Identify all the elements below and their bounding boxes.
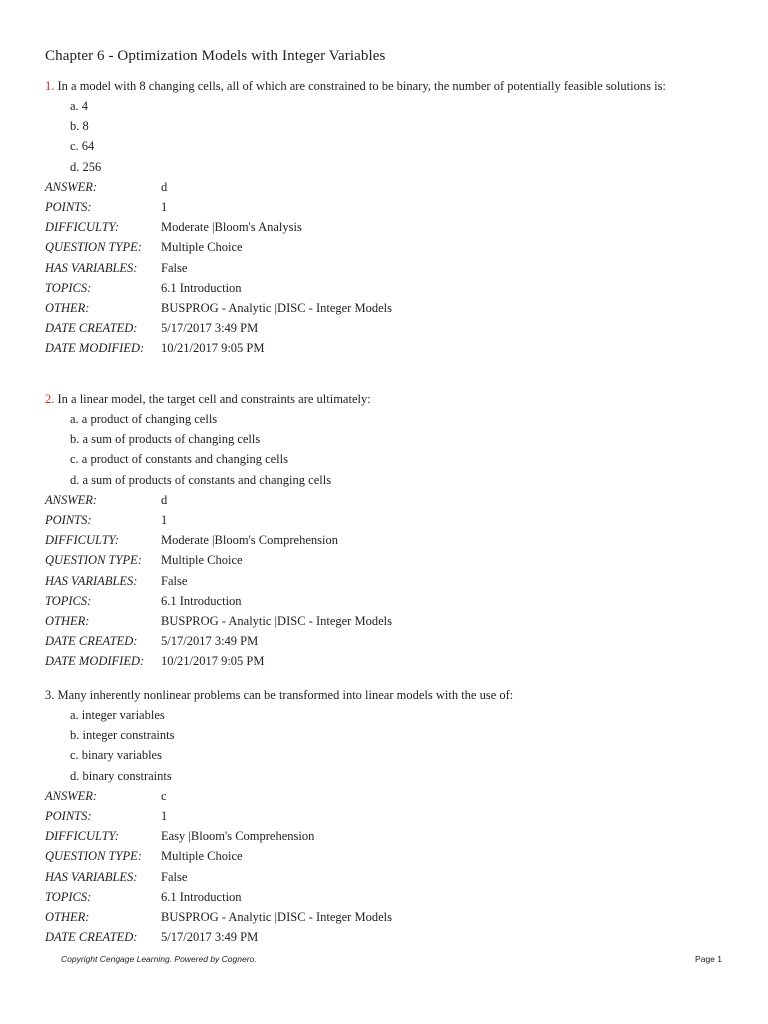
meta-key: HAS VARIABLES: [45,869,138,884]
meta-value: 1 [161,808,168,823]
meta-key: DATE MODIFIED: [45,341,145,356]
meta-key: POINTS: [45,199,92,214]
meta-row-topics [45,278,721,298]
meta-value: 10/21/2017 9:05 PM [161,654,265,669]
meta-key: DATE MODIFIED: [45,654,145,669]
meta-row-question-type [45,550,721,570]
meta-value: 10/21/2017 9:05 PM [161,341,265,356]
meta-row-other [45,611,721,631]
meta-value: 1 [161,199,168,214]
meta-row-topics [45,887,721,907]
meta-key: DATE CREATED: [45,634,138,649]
option-d: d. a sum of products of constants and changing cells [70,472,332,487]
meta-key: OTHER: [45,613,90,628]
question-text: Many inherently nonlinear problems can be transformed into linear models with the use of: [54,688,514,702]
question-stem [45,392,721,406]
meta-row-difficulty [45,530,721,550]
option-c: c. a product of constants and changing cells [70,452,288,467]
question-number: 2. [45,392,55,406]
option-a: a. a product of changing cells [70,412,218,426]
meta-row-question-type [45,846,721,866]
meta-key: DIFFICULTY: [45,829,119,844]
meta-key: OTHER: [45,300,90,315]
meta-row-date-modified [45,651,721,671]
meta-value: BUSPROG - Analytic |DISC - Integer Models [161,613,392,628]
option-c: c. binary variables [70,748,162,763]
question-number: 1. [45,79,55,93]
question-2 [45,392,721,671]
meta-row-topics [45,591,721,611]
meta-key: DATE CREATED: [45,930,138,945]
meta-value: 5/17/2017 3:49 PM [161,321,259,336]
meta-value: Easy |Bloom's Comprehension [161,829,315,844]
meta-key: POINTS: [45,808,92,823]
meta-value: Multiple Choice [161,849,243,864]
meta-value: c [161,788,167,803]
meta-key: ANSWER: [45,492,98,507]
option-d: d. binary constraints [70,768,172,783]
option-b: b. a sum of products of changing cells [70,432,261,447]
meta-row-other [45,907,721,927]
question-number: 3. [45,688,55,702]
meta-value: Moderate |Bloom's Analysis [161,220,302,235]
meta-value: False [161,869,188,884]
meta-key: HAS VARIABLES: [45,573,138,588]
meta-row-points [45,806,721,826]
meta-value: False [161,260,188,275]
meta-key: OTHER: [45,909,90,924]
footer-copyright: Copyright Cengage Learning. Powered by Cognero. [61,954,257,964]
meta-value: Multiple Choice [161,553,243,568]
meta-row-has-variables [45,258,721,278]
question-metadata [45,490,721,672]
meta-row-has-variables [45,571,721,591]
meta-value: 6.1 Introduction [161,889,242,904]
meta-row-difficulty [45,217,721,237]
meta-value: 1 [161,512,168,527]
meta-value: BUSPROG - Analytic |DISC - Integer Models [161,909,392,924]
meta-value: 5/17/2017 3:49 PM [161,634,259,649]
meta-value: d [161,492,168,507]
meta-key: QUESTION TYPE: [45,849,142,864]
option-a: a. 4 [70,99,89,113]
meta-row-has-variables [45,867,721,887]
meta-key: DIFFICULTY: [45,533,119,548]
meta-key: QUESTION TYPE: [45,553,142,568]
meta-key: DATE CREATED: [45,321,138,336]
meta-row-question-type [45,237,721,257]
meta-value: BUSPROG - Analytic |DISC - Integer Models [161,300,392,315]
option-b: b. integer constraints [70,728,175,743]
meta-value: 6.1 Introduction [161,593,242,608]
options-list [70,705,721,786]
question-1 [45,79,721,358]
meta-key: POINTS: [45,512,92,527]
footer-page-number: Page 1 [695,954,722,964]
meta-value: d [161,179,168,194]
meta-row-difficulty [45,826,721,846]
meta-key: QUESTION TYPE: [45,240,142,255]
meta-key: TOPICS: [45,593,92,608]
chapter-title: Chapter 6 - Optimization Models with Integer Variables [45,48,386,64]
meta-row-points [45,197,721,217]
meta-row-points [45,510,721,530]
meta-row-date-modified [45,338,721,358]
meta-key: TOPICS: [45,889,92,904]
meta-value: Moderate |Bloom's Comprehension [161,533,338,548]
option-d: d. 256 [70,159,102,174]
meta-value: 6.1 Introduction [161,280,242,295]
meta-key: TOPICS: [45,280,92,295]
option-c: c. 64 [70,139,95,154]
meta-row-date-created [45,631,721,651]
meta-row-answer [45,786,721,806]
question-text: In a model with 8 changing cells, all of which are constrained to be binary, the number of potentially feasible solutions is: [54,79,666,93]
meta-row-answer [45,177,721,197]
question-metadata [45,177,721,359]
options-list [70,409,721,490]
meta-key: ANSWER: [45,788,98,803]
meta-value: Multiple Choice [161,240,243,255]
question-stem [45,688,721,702]
meta-row-date-created [45,318,721,338]
meta-row-answer [45,490,721,510]
question-3 [45,688,721,947]
question-metadata [45,786,721,948]
meta-key: HAS VARIABLES: [45,260,138,275]
meta-key: DIFFICULTY: [45,220,119,235]
option-b: b. 8 [70,119,89,134]
question-stem [45,79,721,93]
meta-row-other [45,298,721,318]
meta-row-date-created [45,927,721,947]
meta-value: False [161,573,188,588]
option-a: a. integer variables [70,708,165,722]
meta-key: ANSWER: [45,179,98,194]
question-text: In a linear model, the target cell and constraints are ultimately: [54,392,371,406]
meta-value: 5/17/2017 3:49 PM [161,930,259,945]
options-list [70,96,721,177]
